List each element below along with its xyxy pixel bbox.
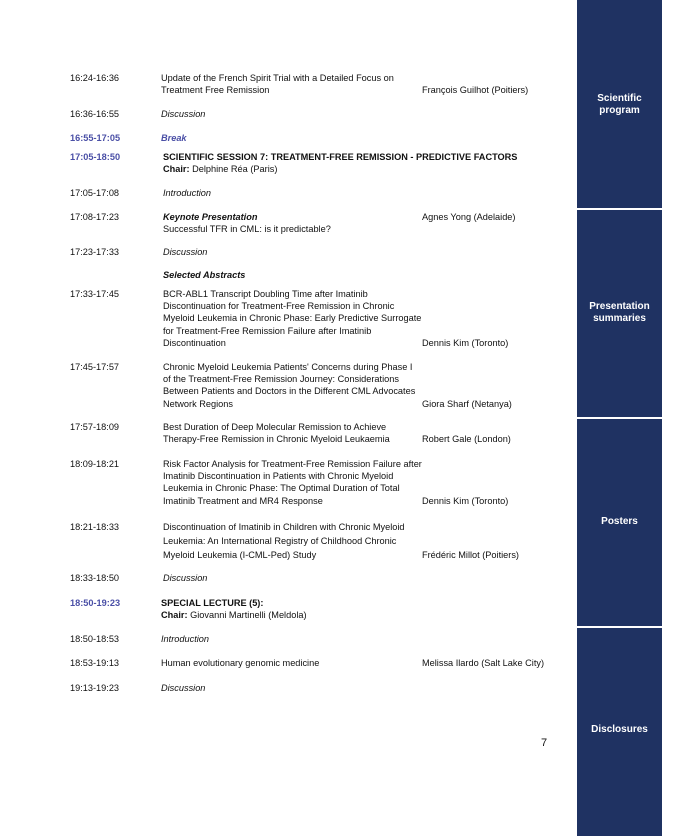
entry-title: Discontinuation of Imatinib in Children with Chronic Myeloid Leukemia: An International Registry of Childhood Chronic Myeloid Leukemia (I-CML-Ped) Study [163, 522, 405, 560]
entry-title: Introduction [163, 188, 212, 198]
entry-time: 19:13-19:23 [70, 683, 120, 693]
entry-title: Selected Abstracts [163, 270, 246, 280]
tab-disclosures[interactable]: Disclosures [577, 628, 662, 836]
entry-time: 17:23-17:33 [70, 247, 120, 257]
entry-title: Risk Factor Analysis for Treatment-Free Remission Failure after Imatinib Discontinuation in Patients with Chronic Myeloid Leukemia in Chronic Phase: The Optimal Duration of Total Imatinib Treatment and MR4 Response [163, 459, 422, 506]
session-title: SCIENTIFIC SESSION 7: TREATMENT-FREE REMISSION - PREDICTIVE FACTORS Chair: Delphine Réa (Paris) [163, 152, 518, 175]
entry-title: BCR-ABL1 Transcript Doubling Time after Imatinib Discontinuation for Treatment-Free Remission in Chronic Myeloid Leukemia in Chronic Phase: Early Predictive Surrogate for Treatment-Free Remission Failure after Imatinib Discontinuation [163, 289, 422, 348]
entry-time: 17:08-17:23 [70, 212, 120, 222]
entry-time: 17:57-18:09 [70, 422, 120, 432]
entry-title: Chronic Myeloid Leukemia Patients' Concerns during Phase I of the Treatment-Free Remission Journey: Considerations Between Patients and Doctors in the Different CML Advocates Network Regions [163, 362, 416, 409]
entry-title: Discussion [161, 109, 206, 119]
entry-speaker: François Guilhot (Poitiers) [422, 85, 529, 95]
entry-time: 16:36-16:55 [70, 109, 120, 119]
entry-time: 17:05-18:50 [70, 152, 121, 162]
entry-time: 17:05-17:08 [70, 188, 120, 198]
entry-speaker: Melissa Ilardo (Salt Lake City) [422, 658, 545, 668]
chair-name: Delphine Réa (Paris) [192, 164, 278, 175]
entry-speaker: Dennis Kim (Toronto) [422, 337, 509, 348]
entry-title: Discussion [163, 247, 208, 257]
entry-speaker: Dennis Kim (Toronto) [422, 495, 509, 506]
page-number: 7 [541, 737, 548, 749]
entry-title: Best Duration of Deep Molecular Remission to Achieve Therapy-Free Remission in Chronic Myeloid Leukaemia [163, 422, 390, 445]
entry-time: 16:55-17:05 [70, 133, 121, 143]
entry-time: 17:45-17:57 [70, 362, 120, 372]
entry-time: 18:21-18:33 [70, 522, 120, 532]
sidebar-nav [577, 0, 662, 836]
entry-time: 18:33-18:50 [70, 573, 120, 583]
entry-time: 18:09-18:21 [70, 459, 120, 469]
entry-speaker: Giora Sharf (Netanya) [422, 398, 512, 409]
session-title: SPECIAL LECTURE (5): Chair: Giovanni Martinelli (Meldola) [161, 598, 307, 621]
entry-title: Update of the French Spirit Trial with a Detailed Focus on Treatment Free Remission [161, 73, 394, 96]
tab-posters[interactable]: Posters [577, 419, 662, 626]
entry-title: Discussion [163, 573, 208, 583]
entry-time: 16:24-16:36 [70, 73, 120, 83]
entry-title: Introduction [161, 634, 210, 644]
entry-title: Keynote Presentation Successful TFR in CML: is it predictable? [163, 212, 331, 235]
chair-label: Chair: [161, 610, 188, 621]
entry-title: Human evolutionary genomic medicine [161, 658, 320, 668]
tab-scientific-program[interactable]: Scientific program [577, 0, 662, 208]
entry-time: 17:33-17:45 [70, 289, 120, 299]
entry-speaker: Frédéric Millot (Poitiers) [422, 550, 519, 560]
entry-title: Break [161, 133, 187, 143]
entry-time: 18:50-19:23 [70, 598, 121, 608]
entry-title: Discussion [161, 683, 206, 693]
chair-label: Chair: [163, 164, 190, 175]
entry-time: 18:53-19:13 [70, 658, 120, 668]
entry-speaker: Agnes Yong (Adelaide) [422, 212, 516, 222]
chair-name: Giovanni Martinelli (Meldola) [190, 610, 307, 621]
entry-speaker: Robert Gale (London) [422, 434, 511, 445]
entry-time: 18:50-18:53 [70, 634, 120, 644]
tab-presentation-summaries[interactable]: Presentation summaries [577, 210, 662, 417]
